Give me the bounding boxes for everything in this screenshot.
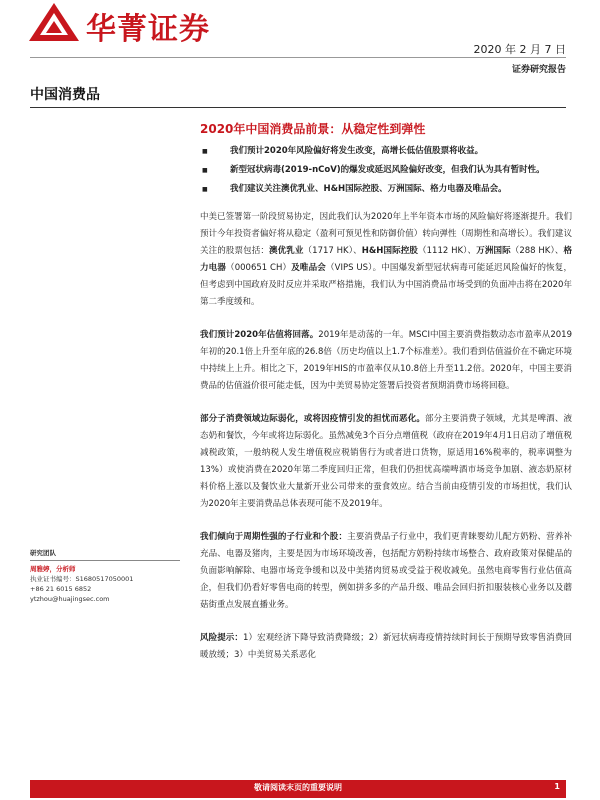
paragraph-text: （VIPS US）。中国爆发新型冠状病毒可能延迟风险偏好的恢复，但考虑到中国政府及时反应并采取严格措施，我们认为中国消费品市场受到的负面冲击将在2020年第二季度缓和。: [200, 263, 572, 307]
stock-wh-group: 万洲国际: [476, 246, 511, 256]
research-team: [30, 548, 180, 604]
team-divider: [30, 560, 180, 561]
stock-code: （000651 CH）: [226, 263, 292, 273]
risk-text: 1）宏观经济下降导致消费降级；2）新冠状病毒疫情持续时间长于预期导致零售消费回暖放缓；3）中美贸易关系恶化: [200, 633, 572, 660]
report-body: [200, 120, 572, 680]
page-number: 1: [554, 782, 560, 791]
sector-title: 中国消费品: [30, 87, 100, 103]
analyst-phone: +86 21 6015 6852: [30, 585, 92, 593]
paragraph-text: 2019年是动荡的一年。MSCI中国主要消费指数动态市盈率从2019年初的20.1倍上升至年底的26.8倍（历史均值以上1.7个标准差）。我们看到估值溢价在不确定环境中持续上上升。相比之下，2019年HIS的市盈率仅从10.8倍上升至11.2倍。2020年，中国主要消费品的估值溢价很可能走低，因为中美贸易协定签署后投资者预期消费市场将回稳。: [200, 330, 572, 391]
brand-name: 华菁证券: [86, 12, 210, 47]
analyst-email: ytzhou@huajingsec.com: [30, 595, 110, 603]
team-title: 研究团队: [30, 549, 56, 557]
report-headline: 2020年中国消费品前景：从稳定性到弹性: [200, 122, 426, 136]
sector-divider: [30, 107, 566, 108]
report-date: 2020 年 2 月 7 日: [473, 43, 566, 56]
license-number: 执业证书编号：S1680517050001: [30, 575, 134, 583]
stock-ausnutria: 澳优乳业: [269, 246, 304, 256]
paragraph-lead: 我们倾向于周期性强的子行业和个股：: [200, 532, 348, 542]
stock-vipshop: 及唯品会: [291, 263, 326, 273]
huajing-logo-icon: [28, 2, 80, 42]
paragraph-subsectors: [200, 411, 572, 513]
stock-code: （1717 HK）、: [303, 246, 362, 256]
stock-hh-intl: H&H国际控股: [361, 246, 418, 256]
key-points: [200, 142, 572, 199]
stock-code: （288 HK）、: [510, 246, 564, 256]
risk-warning: [200, 630, 572, 664]
paragraph-lead: 部分子消费领域边际弱化，或将因疫情引发的担忧而恶化。: [200, 414, 426, 424]
risk-label: 风险提示：: [200, 633, 243, 643]
analyst-name: 周雅婷，分析师: [30, 565, 76, 573]
key-point: ■ 新型冠状病毒(2019-nCoV)的爆发或延迟风险偏好改变，但我们认为具有暂时性。: [200, 161, 572, 180]
header-divider: [30, 57, 566, 58]
stock-code: （1112 HK）、: [418, 246, 477, 256]
footer-bar: [30, 780, 566, 798]
stock-gree: 格力电器: [200, 246, 572, 273]
paragraph-text: 部分主要消费子领域，尤其是啤酒、液态奶和餐饮，今年或将边际弱化。虽然减免3个百分点增值税（政府在2019年4月1日启动了增值税减税政策，一般纳税人发生增值税应税销售行为或者进口货物，原适用16%税率的，税率调整为13%）或使消费在2020年第二季度回归正常，但我们仍担忧高端啤酒市场竞争加剧、液态奶原材料价格上涨以及餐饮业大量新开业公司带来的蚕食效应。结合当前由疫情引发的市场担忧，我们认为2020年主要消费品总体表现可能不及2019年。: [200, 414, 572, 509]
paragraph-valuation: [200, 327, 572, 395]
report-type: 证券研究报告: [511, 65, 566, 75]
paragraph-text: 中美已签署第一阶段贸易协定，因此我们认为2020年上半年资本市场的风险偏好将逐渐提升。我们预计今年投资者偏好将从稳定（盈利可预见性和防御价值）转向弹性（周期性和高增长）。我们建议关注的股票包括：: [200, 212, 572, 256]
footer-disclaimer: 敬请阅读末页的重要说明: [254, 783, 342, 792]
key-point: ■ 我们建议关注澳优乳业、H&H国际控股、万洲国际、格力电器及唯品会。: [200, 180, 572, 199]
paragraph-lead: 我们预计2020年估值将回落。: [200, 330, 319, 340]
paragraph-preference: [200, 529, 572, 614]
key-point: ■ 我们预计2020年风险偏好将发生改变，高增长低估值股票将收益。: [200, 142, 572, 161]
paragraph-outlook: [200, 209, 572, 311]
paragraph-text: 主要消费品子行业中，我们更青睐婴幼儿配方奶粉、营养补充品、电器及猪肉，主要是因为市场环境改善，包括配方奶粉持续市场整合、政府政策对保健品的负面影响解除、电器市场竞争缓和以及中美猪肉贸易或受益于税收减免。虽然电商零售行业估值高企，但我们仍看好零售电商的转型，例如拼多多的产品升级、唯品会回归折扣服装核心业务以及蘑菇街重点发展直播业务。: [200, 532, 572, 610]
